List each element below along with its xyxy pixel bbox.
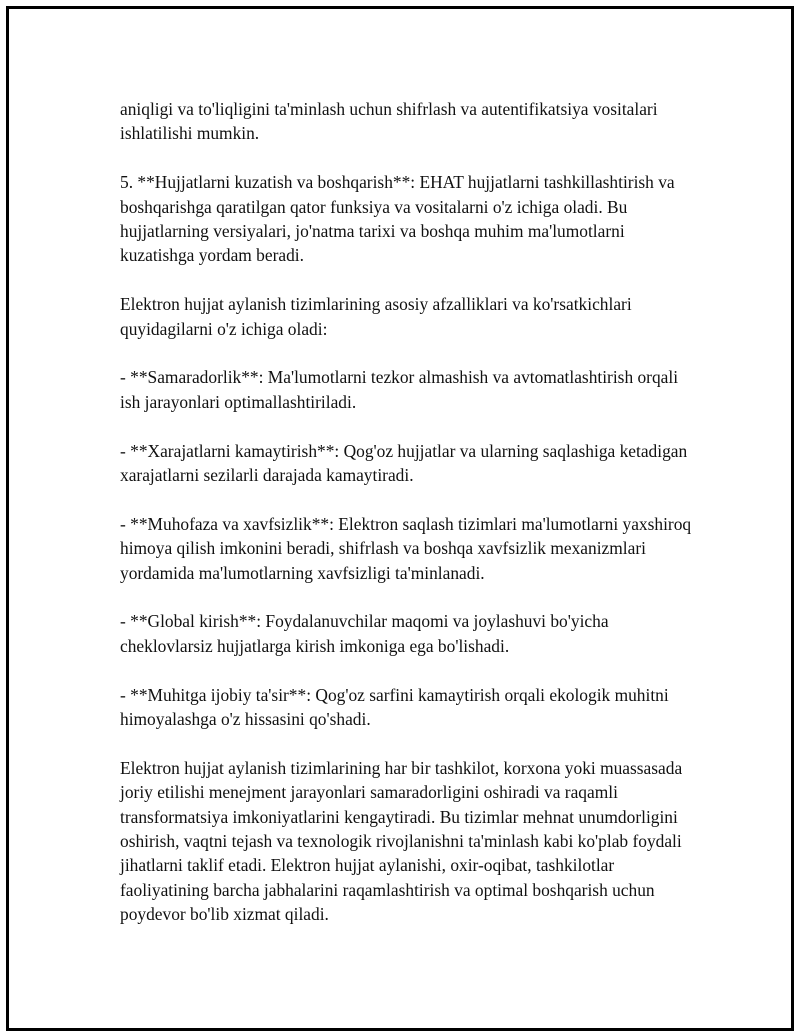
bullet-environment: - **Muhitga ijobiy ta'sir**: Qog'oz sarfini kamaytirish orqali ekologik muhitni himoyalashga o'z hissasini qo'shadi. (120, 684, 669, 730)
paragraph-item-5: 5. **Hujjatlarni kuzatish va boshqarish**: EHAT hujjatlarni tashkillashtirish va boshqarishga qaratilgan qator funksiya va vositalarni o'z ichiga oladi. Bu hujjatlarning versiyalari, jo'natma tarixi va boshqa muhim ma'lumotlarni kuzatishga yordam beradi. (120, 172, 675, 266)
bullet-security: - **Muhofaza va xavfsizlik**: Elektron saqlash tizimlari ma'lumotlarni yaxshiroq himoya qilish imkonini beradi, shifrlash va boshqa xavfsizlik mexanizmlari yordamida ma'lumotlarning xavfsizligi ta'minlanadi. (120, 513, 692, 583)
bullet-global-access: - **Global kirish**: Foydalanuvchilar maqomi va joylashuvi bo'yicha cheklovlarsiz hujjatlarga kirish imkoniga ega bo'lishadi. (120, 611, 609, 656)
paragraph-intro-benefits: Elektron hujjat aylanish tizimlarining asosiy afzalliklari va ko'rsatkichlari quyidagilarni o'z ichiga oladi: (120, 294, 632, 339)
document-body (120, 97, 700, 951)
paragraph-conclusion: Elektron hujjat aylanish tizimlarining har bir tashkilot, korxona yoki muassasada joriy etilishi menejment jarayonlari samaradorligini oshiradi va raqamli transformatsiya imkoniyatlarini kengaytiradi. Bu tizimlar mehnat unumdorligini oshirish, vaqtni tejash va texnologik rivojlanishni ta'minlash kabi ko'plab foydali jihatlarni taklif etadi. Elektron hujjat aylanishi, oxir-oqibat, tashkilotlar faoliyatining barcha jabhalarini raqamlashtirish va optimal boshqarish uchun poydevor bo'lib xizmat qiladi. (120, 757, 683, 925)
bullet-efficiency: - **Samaradorlik**: Ma'lumotlarni tezkor almashish va avtomatlashtirish orqali ish jarayonlari optimallashtiriladi. (120, 367, 679, 412)
paragraph-continuation: aniqligi va to'liqligini ta'minlash uchun shifrlash va autentifikatsiya vositalari ishlatilishi mumkin. (120, 99, 658, 144)
page-border (6, 6, 794, 1031)
bullet-cost-reduction: - **Xarajatlarni kamaytirish**: Qog'oz hujjatlar va ularning saqlashiga ketadigan xarajatlarni sezilarli darajada kamaytiradi. (120, 440, 688, 486)
